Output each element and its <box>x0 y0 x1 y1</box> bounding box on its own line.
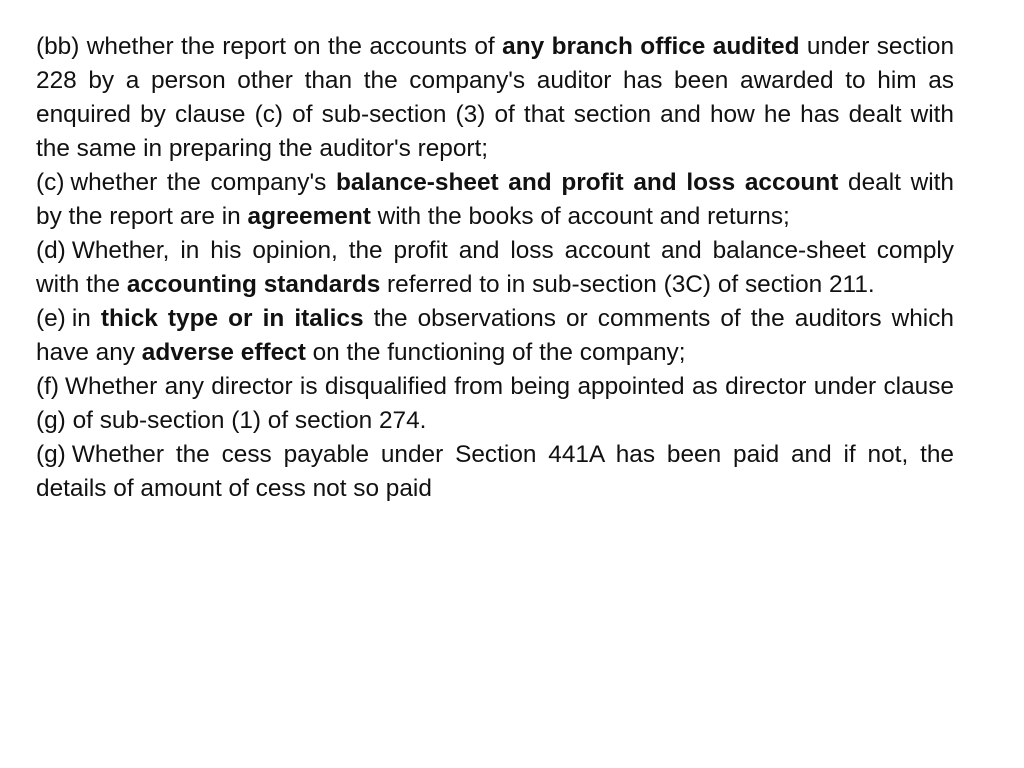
clause-emphasis: agreement <box>247 203 371 230</box>
clause-text: whether the report on the accounts of <box>79 33 503 60</box>
clause-f <box>36 370 954 438</box>
clause-label: (c) <box>36 169 65 196</box>
clause-c <box>36 166 954 234</box>
clause-text: Whether, in his opinion, the profit and loss account and balance-sheet comply with the <box>36 237 954 298</box>
clause-d <box>36 234 954 302</box>
clause-label: (f) <box>36 373 60 400</box>
clause-text: with the books of account and returns; <box>370 203 790 230</box>
clause-text: dealt with by the report are in <box>36 169 954 230</box>
clause-emphasis: adverse effect <box>141 339 306 366</box>
clause-text: Whether any director is disqualified from being appointed as director under clause (g) of sub-section (1) of section 274. <box>36 373 954 434</box>
clause-text: referred to in sub-section (3C) of section 211. <box>380 271 875 298</box>
clause-text: in <box>71 305 101 332</box>
clause-emphasis: accounting standards <box>126 271 381 298</box>
clause-g <box>36 438 954 506</box>
clause-text: under section 228 by a person other than the company's auditor has been awarded to him as enquired by clause (c) of sub-section (3) of that section and how he has dealt with the same in preparing the auditor's report; <box>36 33 955 162</box>
clause-text: whether the company's <box>70 169 336 196</box>
clause-emphasis: balance-sheet and profit and loss account <box>335 169 839 196</box>
clause-text: Whether the cess payable under Section 441A has been paid and if not, the details of amount of cess not so paid <box>36 441 954 502</box>
clause-emphasis: thick type or in italics <box>100 305 364 332</box>
clause-label: (g) <box>36 441 66 468</box>
clause-text: on the functioning of the company; <box>305 339 686 366</box>
clause-label: (e) <box>36 305 66 332</box>
clause-label: (d) <box>36 237 66 264</box>
clause-text: the observations or comments of the auditors which have any <box>36 305 954 366</box>
clause-emphasis: any branch office audited <box>502 33 800 60</box>
slide-body <box>36 30 954 506</box>
clause-e <box>36 302 954 370</box>
clause-bb <box>36 30 954 166</box>
clause-label: (bb) <box>36 33 80 60</box>
